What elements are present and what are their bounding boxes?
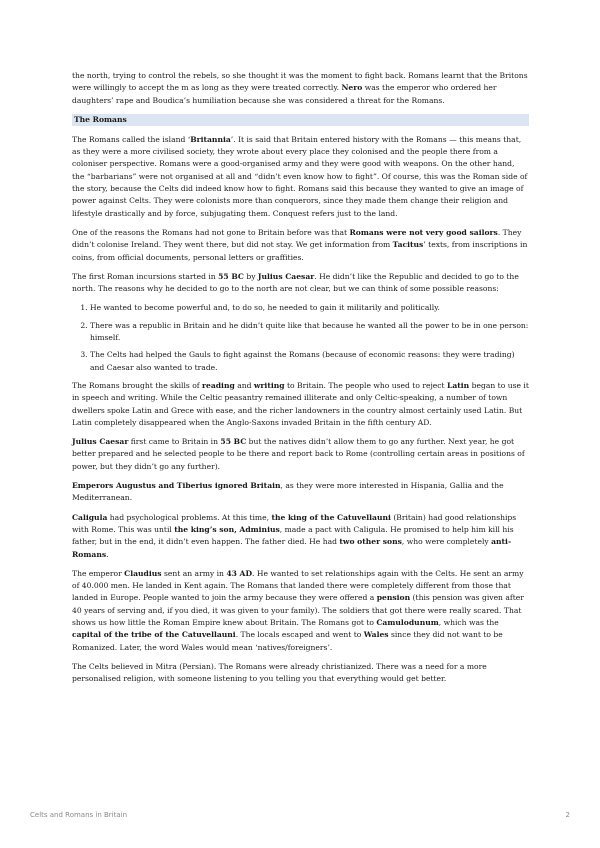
bold-text: Latin [447, 380, 470, 390]
bold-text: the king’s son, Adminius [174, 524, 280, 534]
bold-text: pension [376, 593, 411, 603]
bold-text: Camulodunum [376, 617, 439, 627]
text-run: . [106, 549, 109, 559]
text-run: . He wanted to set relationships again with the Celts. He sent an army of 40.000 men. He landed in Kent again. The Romans that landed there were completely different from those that landed in Europe. People wanted to join the army because they were offered a [72, 568, 524, 603]
paragraph-britannia [72, 134, 529, 220]
paragraph-julius-caesar [72, 436, 529, 473]
bold-text: 43 AD [226, 568, 253, 578]
bold-text: Britannia [190, 134, 231, 144]
text-run: since they did not want to be Romanized. Later, the word Wales would mean ‘natives/foreigners’. [72, 630, 503, 652]
paragraph-first-incursions [72, 271, 529, 296]
text-run: first came to Britain in [128, 437, 221, 447]
list-item [90, 320, 529, 345]
text-run: (this pension was given after 40 years of serving and, if you died, it was given to your family). The soldiers that got there were really scared. That shows us how little the Roman Empire knew about Britain. The Romans got to [72, 593, 524, 627]
bold-text: anti-Romans [72, 537, 512, 559]
text-run: One of the reasons the Romans had not gone to Britain before was that [72, 227, 350, 237]
text-run: was the emperor who ordered her daughters’ rape and Boudica’s humiliation because she was considered a threat for the Romans. [72, 83, 497, 105]
text-run: and [234, 380, 254, 390]
bold-text: Romans were not very good sailors [349, 227, 498, 237]
text-run: . The locals escaped and went to [235, 630, 364, 640]
bold-text: Emperors Augustus and Tiberius ignored Britain [72, 481, 281, 491]
text-run: had psychological problems. At this time, [107, 512, 272, 522]
bold-text: 55 BC [218, 271, 244, 281]
text-run: but the natives didn’t allow them to go any further. Next year, he got better prepared and he selected people to be there and report back to Rome (controlling certain areas in positions of power, but they didn’t go any further). [72, 437, 525, 471]
text-run: The Celts had helped the Gauls to fight against the Romans (because of economic reasons: they were trading) and Caesar also wanted to trade. [90, 350, 515, 372]
paragraph-sailors [72, 227, 529, 264]
footer-title: Celts and Romans in Britain [30, 811, 128, 819]
text-run: The Celts believed in Mitra (Persian). The Romans were already christianized. There was a need for a more personalised religion, with someone listening to you telling you that everything would get better. [72, 661, 487, 684]
bold-text: Caligula [72, 512, 108, 522]
paragraph-mitra [72, 661, 529, 686]
bold-text: the king of the Catuvellauni [271, 512, 391, 522]
paragraph-augustus-tiberius [72, 480, 529, 505]
text-run: The first Roman incursions started in [72, 271, 219, 281]
text-run: The Romans brought the skills of [72, 380, 202, 390]
text-run: , which was the [438, 617, 499, 627]
document-page [72, 70, 529, 692]
paragraph-claudius [72, 568, 529, 654]
text-run: He wanted to become powerful and, to do so, he needed to gain it militarily and politically. [90, 303, 440, 313]
bold-text: Julius Caesar [257, 271, 315, 281]
text-run: , who were completely [401, 537, 492, 547]
bold-text: Claudius [124, 568, 162, 578]
bold-text: Julius Caesar [72, 437, 129, 447]
text-run: ’ texts, from inscriptions in coins, from official documents, personal letters or graffities. [72, 240, 528, 262]
text-run: . He didn’t like the Republic and decided to go to the north. The reasons why he decided to go to the north are not clear, but we can think of some possible reasons: [72, 271, 519, 294]
text-run: , as they were more interested in Hispania, Gallia and the Mediterranean. [72, 481, 504, 503]
bold-text: two other sons [339, 537, 402, 547]
page-footer [30, 811, 570, 823]
text-run: (Britain) had good relationships with Rome. This was until [72, 512, 517, 534]
bold-text: 55 BC [220, 437, 247, 447]
reasons-list [72, 302, 529, 373]
bold-text: Tacitus [392, 240, 424, 250]
list-item [90, 349, 529, 374]
bold-text: Wales [363, 630, 389, 640]
text-run: ’. It is said that Britain entered history with the Romans — this means that, as they were a more civilised society, they wrote about every place they colonised and the people there from a coloniser perspective. Romans were a good-organised army and they were good with weapons. On the other hand, the “barbarians” were not organised at all and “didn’t even know how to fight”. Of course, this was the Roman side of the story, because the Celts did indeed know how to fight. Romans said this because they wanted to give an image of power against Celts. They were colonists more than conquerors, since they made them change their religion and lifestyle drastically and by force, subjugating them. Conquest refers just to the land. [72, 134, 528, 218]
section-heading: The Romans [72, 114, 529, 126]
text-run: There was a republic in Britain and he didn’t quite like that because he wanted all the power to be in one person: himself. [90, 320, 529, 343]
bold-text: reading [202, 380, 235, 390]
text-run: the north, trying to control the rebels, so she thought it was the moment to fight back. Romans learnt that the Britons were willingly to accept the m as long as they were treated correctly. [72, 71, 528, 93]
list-item [90, 302, 529, 314]
paragraph-caligula [72, 512, 529, 561]
text-run: by [243, 271, 258, 281]
text-run: sent an army in [161, 568, 227, 578]
bold-text: capital of the tribe of the Catuvellauni [72, 630, 236, 640]
text-run: The Romans called the island ‘ [72, 134, 191, 144]
text-run: . They didn’t colonise Ireland. They went there, but did not stay. We get information from [72, 227, 522, 250]
bold-text: Nero [341, 83, 363, 93]
paragraph-reading-writing [72, 380, 529, 429]
page-number: 2 [565, 811, 570, 819]
text-run: , made a pact with Caligula. He promised to help him kill his father, but in the end, it didn’t even happen. The father died. He had [72, 524, 514, 547]
text-run: began to use it in speech and writing. While the Celtic peasantry remained illiterate and only Celtic-speaking, a number of town dwellers spoke Latin and Grece with ease, and the richer landowners in the country almost certainly used Latin. But Latin completely disappeared when the Anglo-Saxons invaded Britain in the fifth century AD. [72, 380, 529, 427]
bold-text: writing [253, 380, 285, 390]
intro-paragraph [72, 70, 529, 107]
text-run: to Britain. The people who used to reject [284, 380, 448, 390]
text-run: The emperor [72, 568, 125, 578]
